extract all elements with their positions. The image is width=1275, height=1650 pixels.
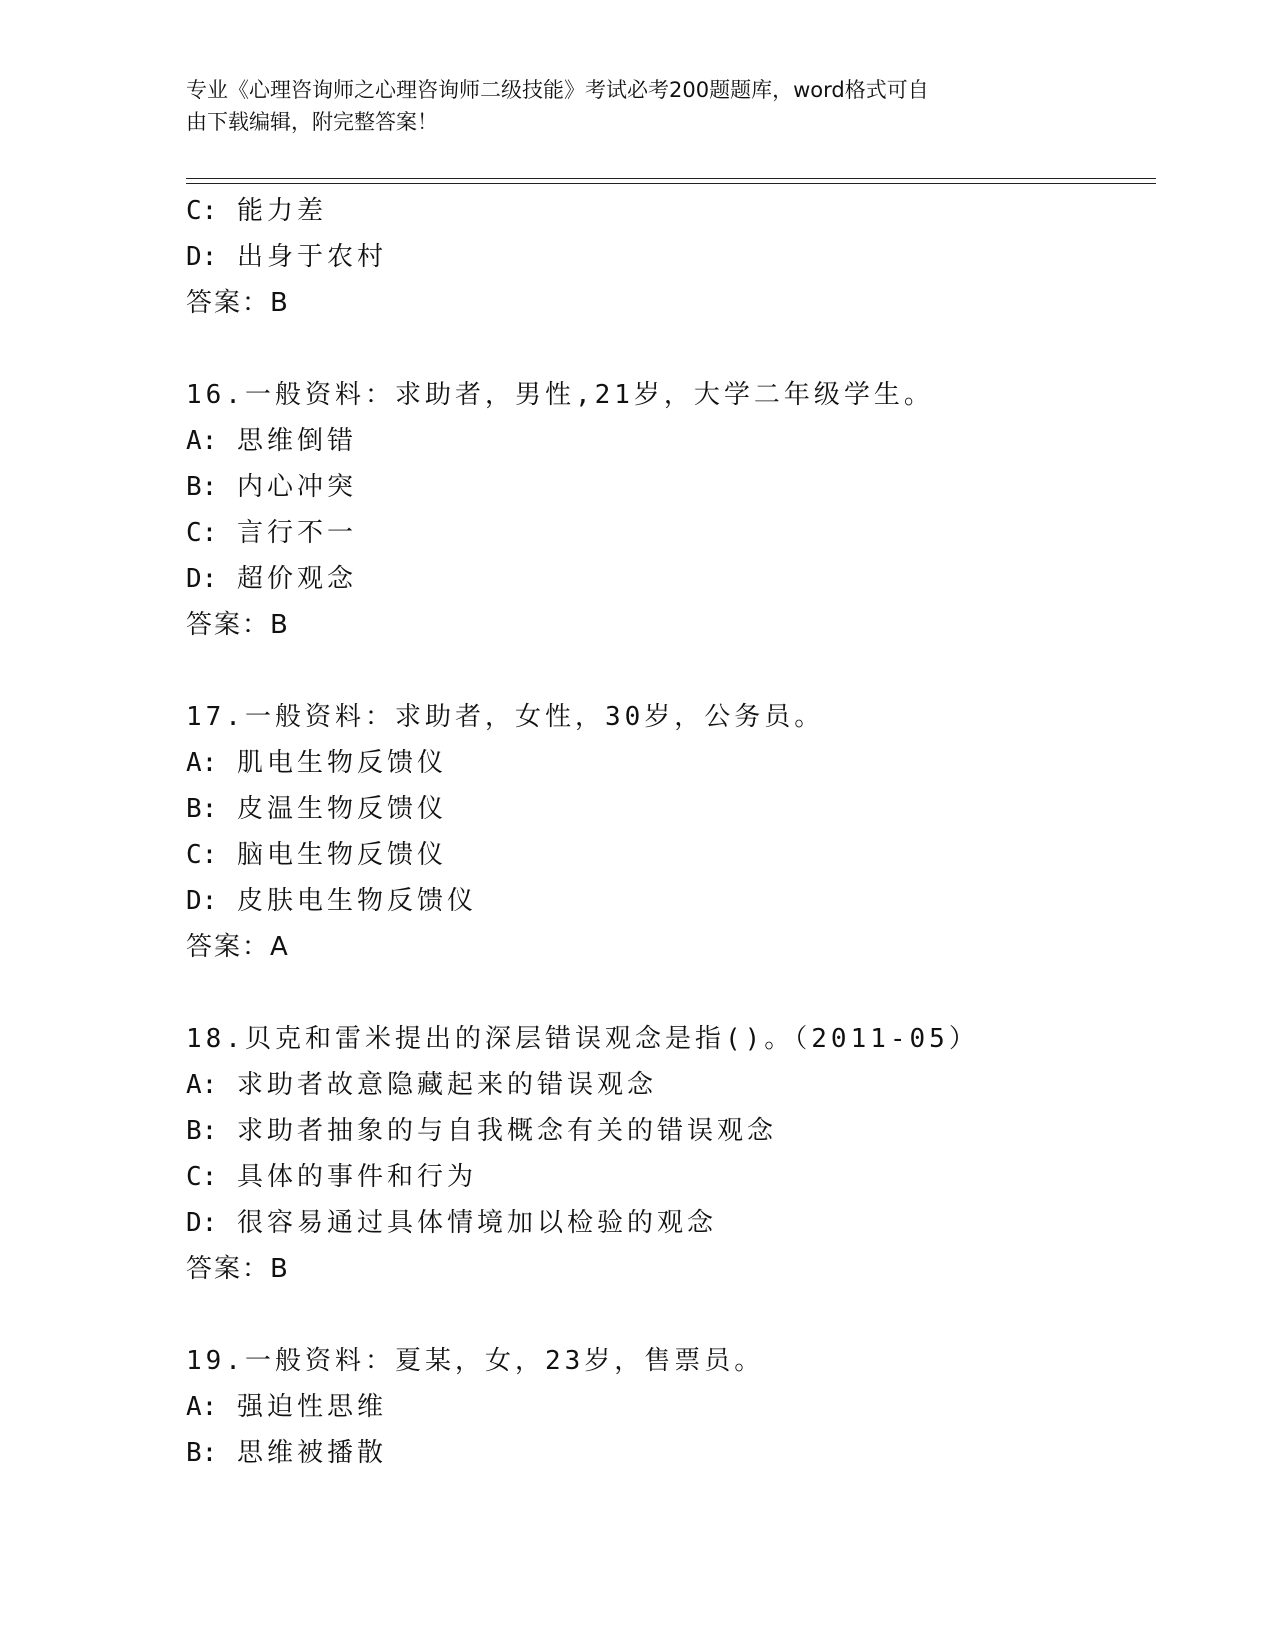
question-block	[186, 1338, 1156, 1476]
option-text: 皮肤电生物反馈仪	[236, 886, 477, 916]
option-d	[186, 878, 1156, 924]
option-text: 能力差	[236, 196, 327, 226]
question-block	[186, 1016, 1156, 1292]
option-d	[186, 556, 1156, 602]
document-header	[186, 74, 1066, 138]
header-line-1: 专业《心理咨询师之心理咨询师二级技能》考试必考200题题库，word格式可自	[186, 78, 929, 102]
option-b	[186, 786, 1156, 832]
option-b	[186, 1108, 1156, 1154]
option-b	[186, 464, 1156, 510]
option-text: 很容易通过具体情境加以检验的观念	[236, 1208, 717, 1238]
question-stem: 18.贝克和雷米提出的深层错误观念是指()。（2011-05）	[186, 1024, 979, 1054]
option-label: C:	[186, 518, 218, 548]
option-a	[186, 740, 1156, 786]
question-block	[186, 188, 1156, 326]
option-text: 求助者故意隐藏起来的错误观念	[236, 1070, 657, 1100]
option-text: 皮温生物反馈仪	[236, 794, 447, 824]
option-text: 强迫性思维	[236, 1392, 387, 1422]
spacer	[186, 326, 1156, 372]
question-stem: 17.一般资料：求助者，女性，30岁，公务员。	[186, 702, 825, 732]
option-label: A:	[186, 1070, 218, 1100]
answer-line: 答案：A	[186, 932, 290, 962]
option-text: 言行不一	[236, 518, 357, 548]
option-c	[186, 1154, 1156, 1200]
answer-line: 答案：B	[186, 1254, 290, 1284]
option-c	[186, 510, 1156, 556]
question-stem: 19.一般资料：夏某，女，23岁，售票员。	[186, 1346, 765, 1376]
option-text: 脑电生物反馈仪	[236, 840, 447, 870]
option-c	[186, 188, 1156, 234]
option-text: 思维被播散	[236, 1438, 387, 1468]
spacer	[186, 970, 1156, 1016]
option-text: 具体的事件和行为	[236, 1162, 477, 1192]
spacer	[186, 1292, 1156, 1338]
answer-line: 答案：B	[186, 288, 290, 318]
option-text: 内心冲突	[236, 472, 357, 502]
option-text: 超价观念	[236, 564, 357, 594]
option-label: A:	[186, 1392, 218, 1422]
option-text: 出身于农村	[236, 242, 387, 272]
option-d	[186, 1200, 1156, 1246]
rule-line-bottom	[186, 183, 1156, 184]
option-b	[186, 1430, 1156, 1476]
option-label: B:	[186, 1438, 218, 1468]
option-label: B:	[186, 472, 218, 502]
question-block	[186, 372, 1156, 648]
option-text: 肌电生物反馈仪	[236, 748, 447, 778]
option-label: D:	[186, 242, 218, 272]
question-block	[186, 694, 1156, 970]
option-label: C:	[186, 196, 218, 226]
question-stem: 16.一般资料：求助者，男性,21岁，大学二年级学生。	[186, 380, 934, 410]
option-a	[186, 1384, 1156, 1430]
option-label: B:	[186, 794, 218, 824]
option-label: D:	[186, 1208, 218, 1238]
question-list	[186, 188, 1156, 1476]
option-a	[186, 418, 1156, 464]
rule-line-top	[186, 178, 1156, 179]
option-d	[186, 234, 1156, 280]
option-label: C:	[186, 840, 218, 870]
option-text: 求助者抽象的与自我概念有关的错误观念	[236, 1116, 777, 1146]
option-c	[186, 832, 1156, 878]
option-text: 思维倒错	[236, 426, 357, 456]
spacer	[186, 648, 1156, 694]
option-label: A:	[186, 426, 218, 456]
option-label: B:	[186, 1116, 218, 1146]
double-rule	[186, 178, 1156, 184]
option-a	[186, 1062, 1156, 1108]
header-line-2: 由下载编辑，附完整答案！	[186, 110, 438, 134]
option-label: C:	[186, 1162, 218, 1192]
option-label: D:	[186, 886, 218, 916]
answer-line: 答案：B	[186, 610, 290, 640]
option-label: A:	[186, 748, 218, 778]
option-label: D:	[186, 564, 218, 594]
